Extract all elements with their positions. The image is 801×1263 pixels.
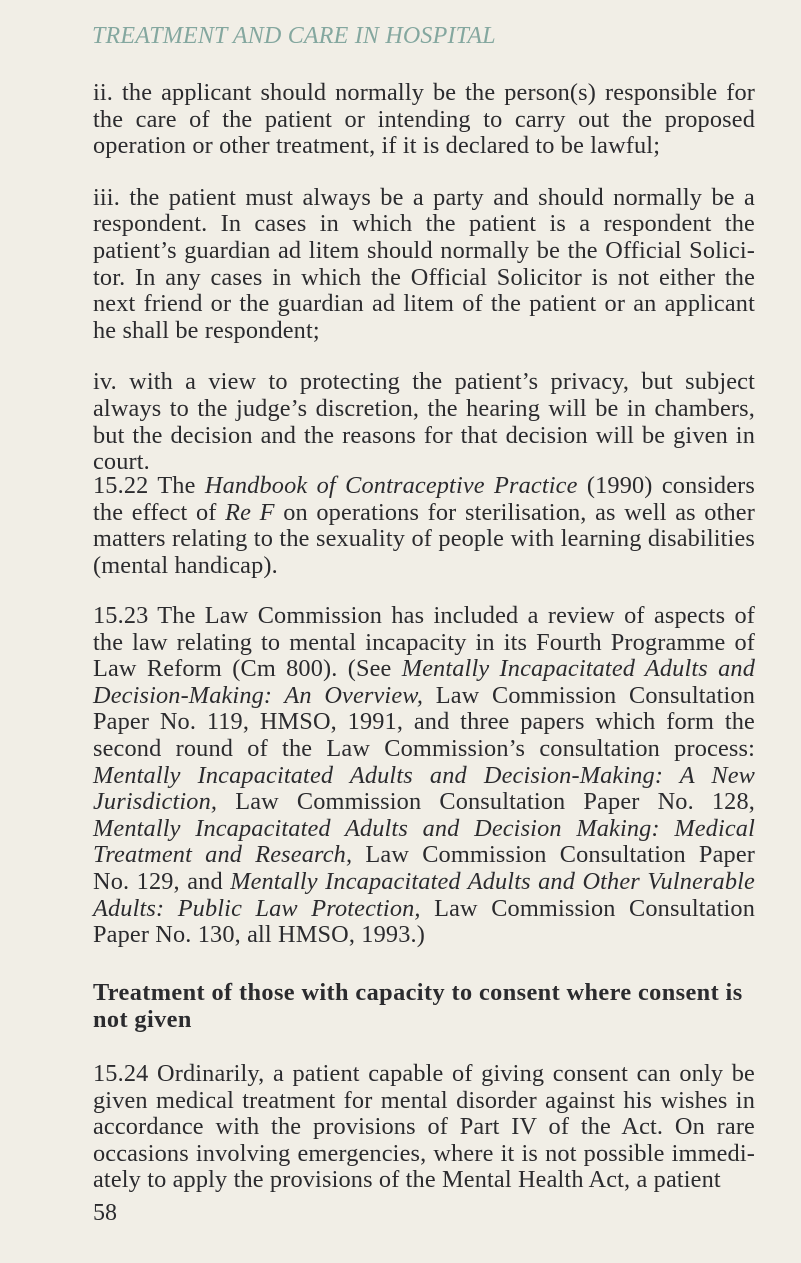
running-head: TREATMENT AND CARE IN HOSPITAL bbox=[92, 23, 496, 49]
paragraph-text: Law Commission Consultation Paper No. 130, all HMSO, 1993.) bbox=[93, 894, 755, 949]
list-item-text: with a view to protecting the patient’s privacy, but subject always to the judge’s discretion, the hearing will be in chambers, but the decision and the reasons for that decision will be given in court. bbox=[93, 368, 755, 476]
paragraph-number: 15.22 bbox=[93, 472, 149, 499]
paragraph-text: The bbox=[157, 472, 196, 499]
list-item-label: ii. bbox=[93, 79, 114, 106]
list-item bbox=[93, 369, 755, 475]
paragraph-number: 15.23 bbox=[93, 602, 149, 629]
paragraph-text: Law Commission Consultation Paper No. 119, HMSO, 1991, and three papers which form the second round of the Law Commission’s consultation process: bbox=[93, 681, 755, 762]
publication-title: Mentally Incapacitated Adults and Decision-Making: A New Jurisdiction, bbox=[93, 761, 755, 816]
publication-title: Mentally Incapacitated Adults and Other Vulnerable Adults: Public Law Protection, bbox=[93, 867, 755, 922]
section-heading: Treatment of those with capacity to consent where consent is not given bbox=[93, 979, 743, 1033]
numbered-list bbox=[93, 80, 755, 501]
list-item-text: the applicant should normally be the person(s) responsible for the care of the patient or intending to carry out the proposed operation or other treatment, if it is declared to be lawful; bbox=[93, 79, 756, 160]
publication-title: Mentally Incapacitated Adults and Decision-Making: An Overview, bbox=[93, 655, 755, 709]
list-item bbox=[93, 185, 755, 345]
publication-title: Mentally Incapacitated Adults and Decision Making: Medical Treatment and Research, bbox=[93, 814, 755, 869]
paragraph-15-23 bbox=[93, 603, 755, 974]
paragraph-15-22 bbox=[93, 473, 755, 604]
paragraph-text: Ordinarily, a patient capable of giving consent can only be given medical treatment for mental disorder against his wishes in accordance with the provisions of Part IV of the Act. On rare occasions involving emergencies, where it is not possible immedi-ately to apply the provisions of the Mental Health Act, a patient bbox=[93, 1060, 755, 1194]
paragraph-number: 15.24 bbox=[93, 1060, 149, 1087]
paragraph-text: Law Commission Consultation Paper No. 129, and bbox=[93, 841, 755, 895]
paragraph-text: Law Commission Consultation Paper No. 128, bbox=[235, 788, 755, 816]
paragraph-text: on operations for sterilisation, as well as other matters relating to the sexuality of people with learning disabilities (mental handicap). bbox=[93, 498, 755, 579]
list-item bbox=[93, 80, 755, 160]
page-number: 58 bbox=[93, 1200, 117, 1226]
case-name: Re F bbox=[225, 498, 275, 526]
list-item-text: the patient must always be a party and should normally be a respondent. In cases in which the patient is a respondent the patient’s guardian ad litem should normally be the Official Solici-tor. In any cases in which the Official Solicitor is not either the next friend or the guardian ad litem of the patient or an applicant he shall be respondent; bbox=[93, 183, 755, 344]
paragraph-15-24 bbox=[93, 1061, 755, 1219]
paragraph-text: The Law Commission has included a review of aspects of the law relating to mental incapacity in its Fourth Programme of Law Reform (Cm 800). (See bbox=[93, 602, 755, 683]
paragraph-text: (1990) considers the effect of bbox=[93, 472, 755, 526]
list-item-label: iii. bbox=[93, 183, 120, 211]
book-title: Handbook of Contraceptive Practice bbox=[204, 472, 578, 499]
list-item-label: iv. bbox=[93, 368, 117, 396]
